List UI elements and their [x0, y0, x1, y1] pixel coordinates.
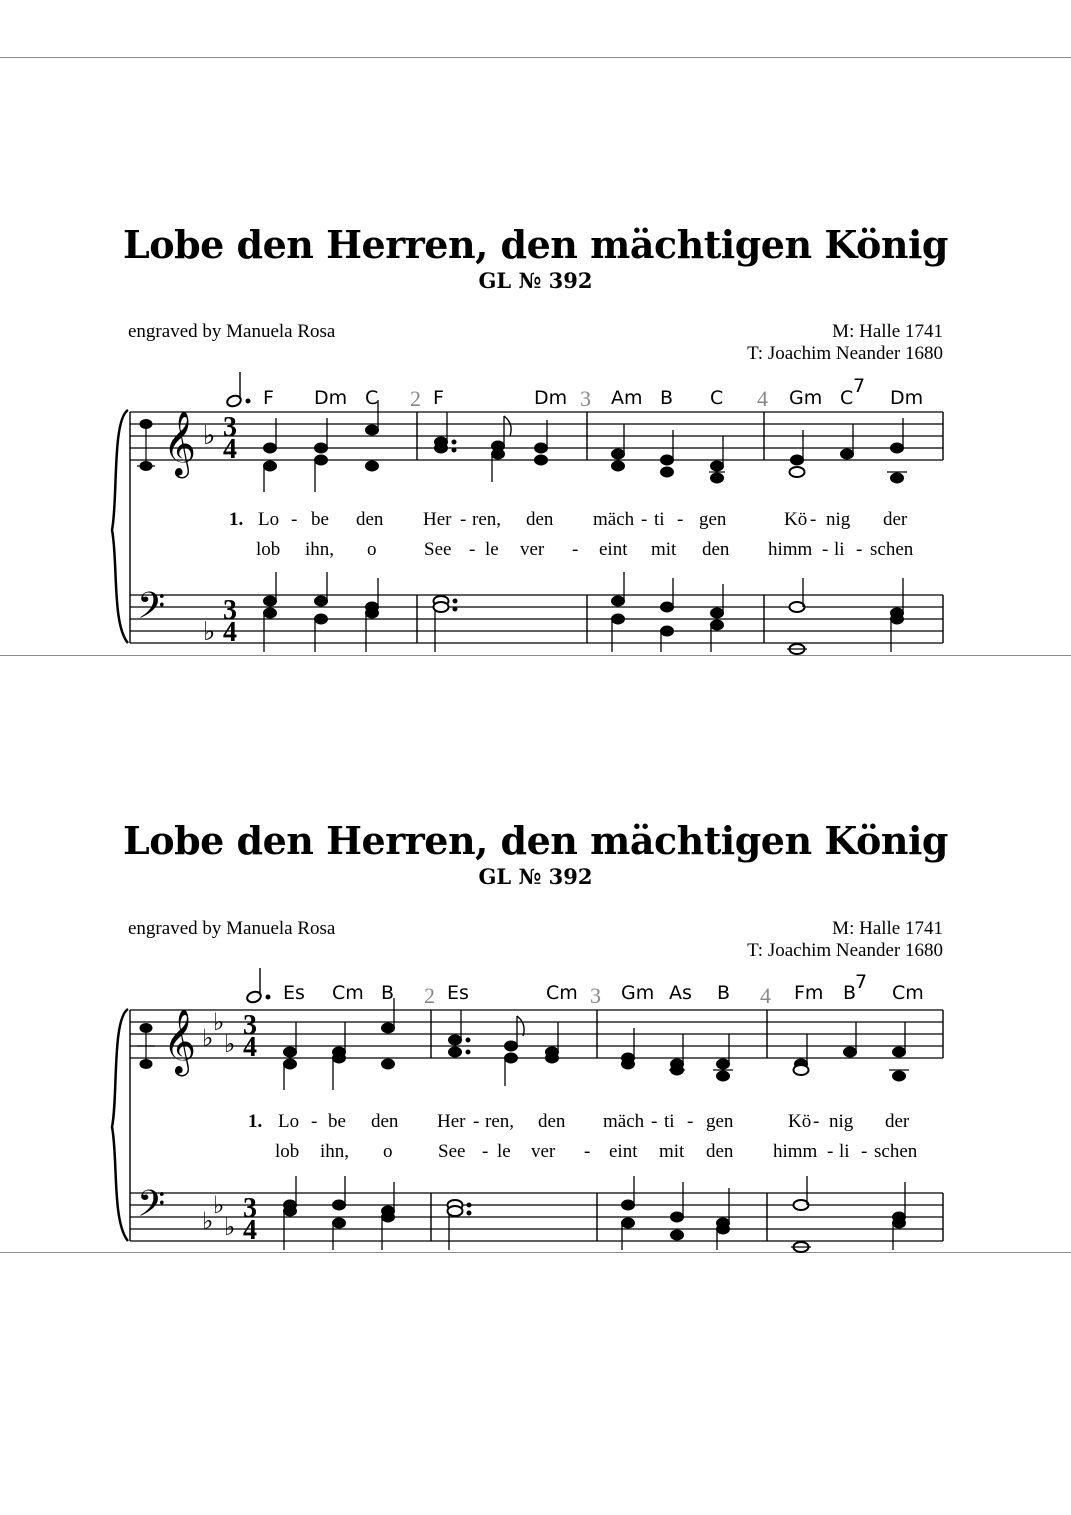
chord-symbol: B — [843, 982, 857, 1004]
grand-staff-brace — [112, 410, 128, 643]
lyric-syllable: schen — [870, 539, 914, 560]
treble-clef: 𝄞 — [163, 1011, 197, 1073]
lyric-syllable: See — [424, 539, 452, 560]
lyric-syllable: himm — [768, 539, 813, 560]
lyric-syllable: be — [311, 509, 329, 530]
score-title: Lobe den Herren, den mächtigen König — [123, 222, 948, 267]
grand-staff-brace — [112, 1009, 128, 1241]
treble-time-top: 3 — [223, 412, 237, 443]
lyric-syllable: Lo — [258, 509, 280, 530]
lyric-hyphen: - — [687, 1111, 694, 1132]
treble-key-flat: ♭ — [213, 1010, 225, 1036]
chord-symbol: C — [710, 387, 724, 409]
lyric-syllable: be — [328, 1111, 346, 1132]
lyric-hyphen: - — [810, 509, 817, 530]
lyric-hyphen: - — [822, 539, 829, 560]
treble-staff — [130, 412, 943, 460]
lyric-syllable: eint — [609, 1141, 638, 1162]
lyric-syllable: lob — [275, 1141, 300, 1162]
chord-symbol: Gm — [621, 982, 655, 1004]
bass-clef: 𝄢 — [137, 586, 166, 635]
chord-symbol: Am — [611, 387, 643, 409]
lyric-syllable: Her — [423, 509, 452, 530]
lyric-syllable: ren, — [472, 509, 502, 530]
ambitus — [137, 420, 155, 471]
music-system — [0, 957, 1071, 1257]
chord-superscript: 7 — [855, 971, 868, 993]
bass-time-top: 3 — [223, 595, 237, 626]
lyric-syllable: den — [356, 509, 384, 530]
chord-symbol: C — [365, 387, 379, 409]
lyric-hyphen: - — [572, 539, 579, 560]
lyric-syllable: mit — [651, 539, 677, 560]
lyric-syllable: li — [834, 539, 845, 560]
chord-symbol: B — [381, 982, 395, 1004]
ambitus — [137, 1024, 155, 1069]
lyric-hyphen: - — [813, 1111, 820, 1132]
bass-staff — [130, 595, 943, 643]
treble-time-top: 3 — [243, 1010, 257, 1041]
verse-number: 1. — [229, 509, 244, 530]
composer-credit: M: Halle 1741 — [832, 918, 943, 939]
lyric-syllable: ren, — [485, 1111, 515, 1132]
bass-key-flat: ♭ — [202, 1209, 214, 1235]
page-divider-top — [0, 57, 1071, 58]
lyric-hyphen: - — [651, 1111, 658, 1132]
lyric-syllable: o — [383, 1141, 393, 1162]
lyric-syllable: Lo — [278, 1111, 300, 1132]
lyric-hyphen: - — [473, 1111, 480, 1132]
chord-symbol: F — [433, 387, 444, 409]
treble-time-bottom: 4 — [223, 434, 237, 465]
chord-symbol: Es — [283, 982, 305, 1004]
score-title: Lobe den Herren, den mächtigen König — [123, 818, 948, 863]
lyric-hyphen: - — [291, 509, 298, 530]
chord-symbol: Dm — [534, 387, 568, 409]
lyrics-verse-1 — [229, 509, 908, 530]
poet-credit: T: Joachim Neander 1680 — [747, 343, 943, 364]
chord-symbol: B — [660, 387, 674, 409]
lyric-syllable: See — [438, 1141, 466, 1162]
bass-key-flat: ♭ — [213, 1193, 225, 1219]
treble-clef: 𝄞 — [163, 413, 197, 475]
lyric-hyphen: - — [311, 1111, 318, 1132]
lyric-hyphen: - — [856, 539, 863, 560]
lyric-syllable: mäch — [593, 509, 635, 530]
chord-symbol: Dm — [890, 387, 924, 409]
bass-time-bottom: 4 — [243, 1215, 257, 1246]
lyric-syllable: der — [885, 1111, 910, 1132]
lyric-syllable: mäch — [603, 1111, 645, 1132]
chord-symbol: Es — [447, 982, 469, 1004]
chord-symbol: C — [840, 387, 854, 409]
score-subtitle: GL № 392 — [478, 864, 593, 889]
chord-symbol: As — [669, 982, 692, 1004]
lyrics-verse-2 — [275, 1141, 918, 1162]
bass-time-top: 3 — [243, 1193, 257, 1224]
chord-symbol: Fm — [794, 982, 824, 1004]
chord-symbol: F — [263, 387, 274, 409]
lyric-syllable: ihn, — [320, 1141, 350, 1162]
lyrics-verse-2 — [256, 539, 914, 560]
chord-symbol: Cm — [892, 982, 924, 1004]
lyric-hyphen: - — [677, 509, 684, 530]
verse-number: 1. — [248, 1111, 263, 1132]
lyric-syllable: himm — [773, 1141, 818, 1162]
bass-clef: 𝄢 — [137, 1184, 166, 1233]
lyric-syllable: ihn, — [305, 539, 335, 560]
lyric-hyphen: - — [482, 1141, 489, 1162]
treble-time-bottom: 4 — [243, 1032, 257, 1063]
chord-superscript: 7 — [853, 375, 866, 397]
lyric-syllable: ver — [520, 539, 545, 560]
music-system — [0, 360, 1071, 660]
lyric-syllable: le — [497, 1141, 511, 1162]
treble-key-flat: ♭ — [202, 1026, 214, 1052]
bar-number: 2 — [424, 983, 435, 1008]
lyric-syllable: ver — [531, 1141, 556, 1162]
score-subtitle: GL № 392 — [478, 268, 593, 293]
beat-indicator-dotted-half — [226, 372, 250, 408]
lyric-hyphen: - — [861, 1141, 868, 1162]
lyrics-verse-1 — [248, 1111, 910, 1132]
lyric-hyphen: - — [460, 509, 467, 530]
chord-symbol: Cm — [332, 982, 364, 1004]
engraver-credit: engraved by Manuela Rosa — [128, 918, 336, 939]
lyric-hyphen: - — [641, 509, 648, 530]
lyric-syllable: den — [706, 1141, 734, 1162]
bar-number: 3 — [580, 386, 591, 411]
treble-notes — [284, 998, 910, 1090]
treble-key-flat: ♭ — [224, 1032, 236, 1058]
lyric-syllable: gen — [706, 1111, 734, 1132]
composer-credit: M: Halle 1741 — [832, 321, 943, 342]
engraver-credit: engraved by Manuela Rosa — [128, 321, 336, 342]
lyric-syllable: den — [538, 1111, 566, 1132]
beat-indicator-dotted-half — [246, 968, 270, 1004]
lyric-hyphen: - — [469, 539, 476, 560]
lyric-syllable: der — [883, 509, 908, 530]
bar-number: 4 — [760, 983, 771, 1008]
chord-symbol: Cm — [546, 982, 578, 1004]
bass-key-flat: ♭ — [203, 617, 216, 646]
chord-symbol: Dm — [314, 387, 348, 409]
lyric-syllable: ti — [664, 1111, 675, 1132]
lyric-hyphen: - — [584, 1141, 591, 1162]
lyric-syllable: schen — [874, 1141, 918, 1162]
lyric-syllable: nig — [826, 509, 851, 530]
bar-number: 2 — [410, 386, 421, 411]
lyric-syllable: Kö — [788, 1111, 812, 1132]
lyric-syllable: mit — [659, 1141, 685, 1162]
lyric-syllable: gen — [699, 509, 727, 530]
lyric-syllable: ti — [654, 509, 665, 530]
lyric-syllable: den — [526, 509, 554, 530]
lyric-syllable: lob — [256, 539, 281, 560]
bar-number: 4 — [757, 386, 768, 411]
lyric-syllable: den — [371, 1111, 399, 1132]
lyric-syllable: Her — [437, 1111, 466, 1132]
lyric-syllable: nig — [829, 1111, 854, 1132]
poet-credit: T: Joachim Neander 1680 — [747, 940, 943, 961]
lyric-syllable: le — [485, 539, 499, 560]
lyric-syllable: o — [367, 539, 377, 560]
lyric-syllable: eint — [599, 539, 628, 560]
treble-key-flat: ♭ — [203, 421, 216, 450]
chord-symbol: Gm — [789, 387, 823, 409]
chord-symbol: B — [717, 982, 731, 1004]
lyric-syllable: den — [702, 539, 730, 560]
bass-notes — [264, 572, 904, 654]
bass-key-flat: ♭ — [224, 1215, 236, 1241]
treble-notes — [264, 400, 908, 492]
bar-number: 3 — [590, 983, 601, 1008]
lyric-syllable: Kö — [784, 509, 808, 530]
bass-time-bottom: 4 — [223, 617, 237, 648]
lyric-syllable: li — [839, 1141, 850, 1162]
lyric-hyphen: - — [827, 1141, 834, 1162]
